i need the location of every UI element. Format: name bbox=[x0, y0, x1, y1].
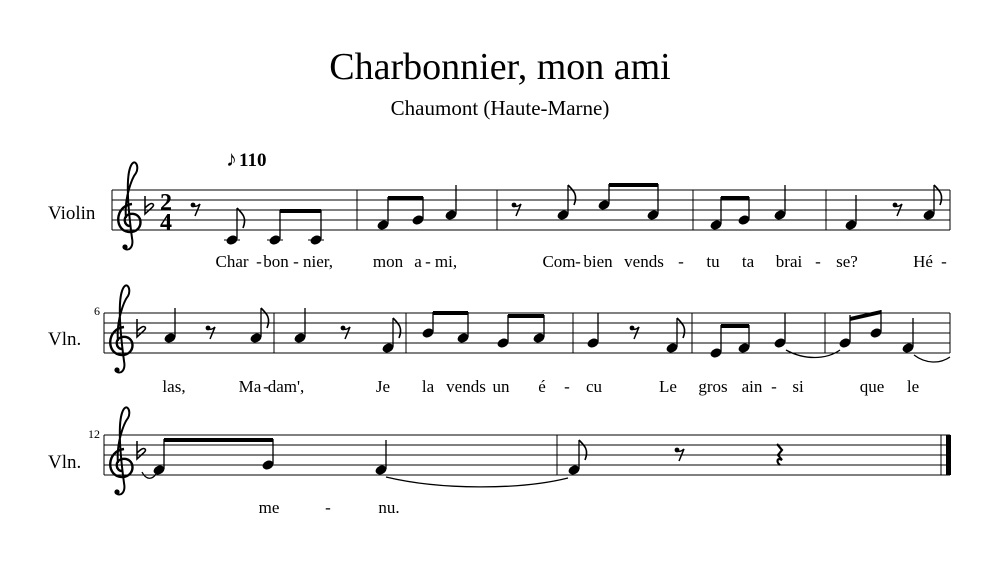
lyric-syllable: Je bbox=[375, 377, 391, 396]
lyric-syllable: las, bbox=[162, 377, 186, 396]
lyric-hyphen: - bbox=[325, 498, 331, 517]
lyric-syllable: le bbox=[906, 377, 920, 396]
lyric-syllable: nu. bbox=[378, 498, 400, 517]
eighth-rest bbox=[206, 326, 215, 339]
lyric-syllable: me bbox=[258, 498, 280, 517]
lyric-hyphen: - bbox=[771, 377, 777, 396]
lyric-syllable: a bbox=[414, 252, 422, 271]
final-barline bbox=[946, 435, 951, 475]
flat-key-signature-icon bbox=[145, 196, 154, 214]
lyric-syllable: ain bbox=[741, 377, 763, 396]
lyric-syllable: Char bbox=[215, 252, 249, 271]
eighth-rest bbox=[893, 203, 902, 216]
lyric-hyphen: - bbox=[425, 252, 431, 271]
lyric-syllable: un bbox=[492, 377, 510, 396]
lyric-syllable: gros bbox=[698, 377, 728, 396]
eighth-note-icon: ♪ bbox=[226, 146, 237, 171]
instrument-label-system-2: Vln. bbox=[48, 329, 82, 350]
tie bbox=[914, 355, 950, 362]
lyric-syllable: la bbox=[421, 377, 435, 396]
lyric-syllable: bon bbox=[263, 252, 289, 271]
lyric-hyphen: - bbox=[678, 252, 684, 271]
lyric-hyphen: - bbox=[941, 252, 947, 271]
lyric-syllable: que bbox=[859, 377, 885, 396]
lyric-syllable: Hé bbox=[913, 252, 933, 271]
lyric-syllable: mon bbox=[372, 252, 404, 271]
score-title: Charbonnier, mon ami bbox=[329, 46, 671, 88]
eighth-rest bbox=[191, 203, 200, 216]
lyric-syllable: é bbox=[538, 377, 546, 396]
time-signature-bottom: 4 bbox=[160, 210, 172, 236]
lyric-hyphen: - bbox=[815, 252, 821, 271]
staff-system-1 bbox=[112, 190, 950, 230]
lyric-hyphen: - bbox=[293, 252, 299, 271]
instrument-label-system-1: Violin bbox=[48, 203, 96, 224]
eighth-rest bbox=[512, 203, 521, 216]
lyric-syllable: ta bbox=[741, 252, 755, 271]
lyric-hyphen: - bbox=[564, 377, 570, 396]
time-signature-top: 2 bbox=[160, 190, 172, 216]
lyric-hyphen: - bbox=[575, 252, 581, 271]
treble-clef-icon bbox=[110, 285, 132, 372]
lyric-hyphen: - bbox=[256, 252, 262, 271]
lyric-syllable: bien bbox=[583, 252, 613, 271]
instrument-label-system-3: Vln. bbox=[48, 452, 82, 473]
lyric-syllable: vends bbox=[446, 377, 486, 396]
lyric-hyphen: - bbox=[263, 377, 269, 396]
tempo-value: 110 bbox=[239, 150, 267, 171]
tie bbox=[786, 350, 840, 358]
lyric-syllable: Com bbox=[542, 252, 576, 271]
measure-number-6: 6 bbox=[94, 304, 100, 318]
lyric-syllable: cu bbox=[585, 377, 603, 396]
treble-clef-icon bbox=[118, 162, 140, 249]
lyric-syllable: nier, bbox=[303, 252, 333, 271]
lyric-syllable: mi, bbox=[434, 252, 458, 271]
lyric-syllable: Le bbox=[659, 377, 677, 396]
tie bbox=[386, 477, 568, 487]
lyric-syllable: brai bbox=[775, 252, 803, 271]
eighth-rest bbox=[630, 326, 639, 339]
lyric-syllable: vends bbox=[624, 252, 664, 271]
eighth-rest bbox=[675, 448, 684, 461]
lyric-syllable: Ma bbox=[238, 377, 262, 396]
lyric-syllable: si bbox=[792, 377, 804, 396]
lyric-syllable: tu bbox=[706, 252, 720, 271]
flat-key-signature-icon bbox=[137, 441, 146, 459]
eighth-rest bbox=[341, 326, 350, 339]
score-subtitle: Chaumont (Haute-Marne) bbox=[390, 96, 610, 120]
lyric-syllable: dam', bbox=[267, 377, 305, 396]
staff-system-2 bbox=[104, 313, 950, 353]
measure-number-12: 12 bbox=[88, 427, 100, 441]
lyric-syllable: se? bbox=[836, 252, 858, 271]
treble-clef-icon bbox=[110, 407, 132, 494]
flat-key-signature-icon bbox=[137, 319, 146, 337]
